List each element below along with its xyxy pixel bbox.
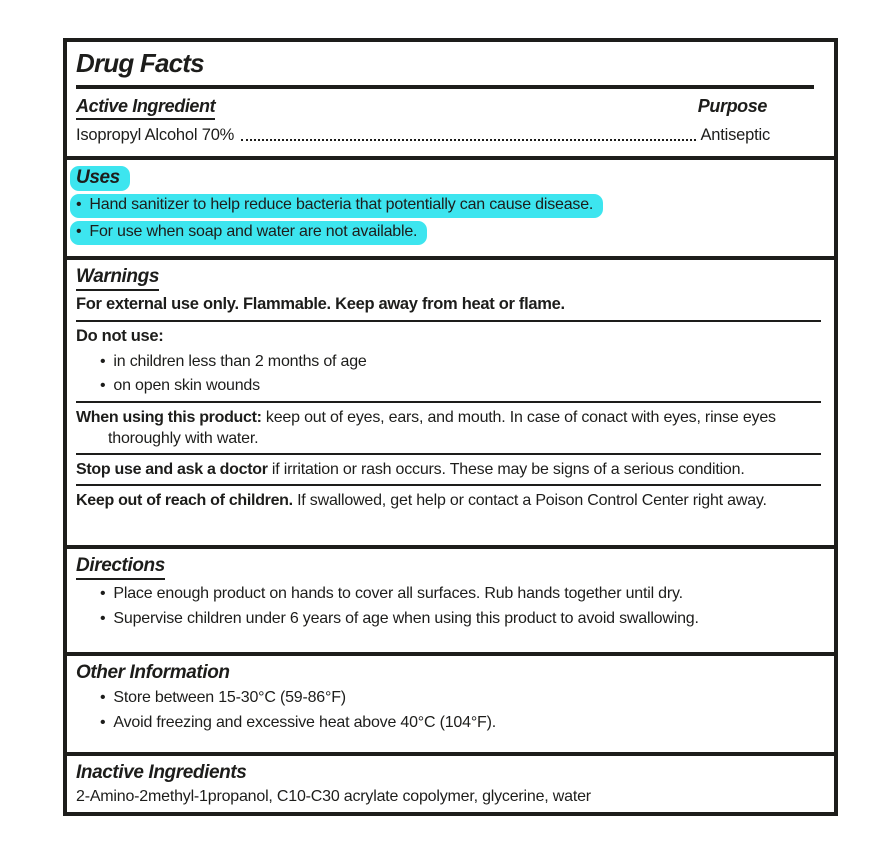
minor-rule — [76, 401, 821, 403]
uses-bullet-text: Hand sanitizer to help reduce bacteria that potentially can cause disease. — [89, 196, 594, 213]
warnings-section — [67, 256, 834, 545]
inactive-ingredients-section — [67, 752, 834, 812]
uses-bullet-row — [76, 221, 822, 245]
keep-out-text: If swallowed, get help or contact a Poison Control Center right away. — [297, 492, 767, 510]
do-not-use-lead: Do not use: — [76, 326, 164, 345]
directions-bullet — [76, 609, 822, 630]
inactive-ingredients-heading: Inactive Ingredients — [76, 762, 247, 783]
purpose-value: Antiseptic — [700, 126, 770, 144]
bullet-icon — [100, 584, 105, 605]
drug-facts-title: Drug Facts — [76, 48, 204, 78]
keep-out-paragraph — [76, 490, 822, 511]
external-use-warning: For external use only. Flammable. Keep away from heat or flame. — [76, 295, 565, 313]
other-information-bullet-text: Avoid freezing and excessive heat above 40°C (104°F). — [113, 713, 496, 731]
active-ingredient-heading: Active Ingredient — [76, 96, 215, 120]
directions-section — [67, 545, 834, 652]
do-not-use-bullet — [76, 352, 822, 373]
stop-use-lead: Stop use and ask a doctor — [76, 461, 268, 479]
directions-heading: Directions — [76, 555, 165, 580]
uses-bullet — [70, 194, 603, 218]
uses-heading-row — [76, 166, 822, 191]
directions-bullet-text: Place enough product on hands to cover all surfaces. Rub hands together until dry. — [113, 585, 683, 602]
do-not-use-bullet — [76, 376, 822, 397]
uses-bullet-row — [76, 194, 822, 218]
dotted-leader — [241, 138, 696, 141]
uses-bullet-text: For use when soap and water are not available. — [89, 222, 418, 240]
when-using-text: keep out of eyes, ears, and mouth. In case of conact with eyes, rinse eyes thoroughly with water. — [108, 409, 776, 448]
when-using-lead: When using this product: — [76, 409, 262, 427]
warnings-heading: Warnings — [76, 266, 159, 291]
bullet-icon — [100, 352, 105, 373]
active-ingredient-name: Isopropyl Alcohol 70% — [76, 126, 235, 144]
other-information-bullet — [76, 713, 822, 734]
keep-out-lead: Keep out of reach of children. — [76, 492, 293, 510]
do-not-use-bullet-text: on open skin wounds — [113, 377, 260, 395]
minor-rule — [76, 453, 821, 455]
bullet-icon — [76, 223, 81, 240]
stop-use-text: if irritation or rash occurs. These may be signs of a serious condition. — [271, 461, 745, 479]
when-using-paragraph — [76, 407, 822, 449]
inactive-ingredients-text: 2-Amino-2methyl-1propanol, C10-C30 acrylate copolymer, glycerine, water — [76, 788, 591, 805]
active-ingredient-header-row — [76, 96, 822, 120]
purpose-heading: Purpose — [697, 96, 767, 116]
bullet-icon — [100, 688, 105, 709]
stop-use-paragraph — [76, 459, 822, 480]
title-section — [67, 42, 834, 156]
bullet-icon — [100, 713, 105, 734]
uses-heading: Uses — [70, 166, 130, 191]
minor-rule — [76, 320, 821, 322]
minor-rule — [76, 484, 821, 486]
warnings-heading-row — [76, 266, 822, 291]
active-ingredient-value-row — [76, 126, 822, 145]
do-not-use-bullet-text: in children less than 2 months of age — [113, 352, 367, 370]
other-information-heading: Other Information — [76, 662, 230, 683]
directions-heading-row — [76, 555, 822, 580]
other-information-section — [67, 652, 834, 752]
uses-section — [67, 156, 834, 256]
directions-bullet-text: Supervise children under 6 years of age when using this product to avoid swallowing. — [113, 609, 699, 627]
drug-facts-panel — [63, 38, 838, 816]
other-information-bullet-text: Store between 15-30°C (59-86°F) — [113, 689, 346, 706]
directions-bullet — [76, 584, 822, 605]
bullet-icon — [100, 609, 105, 630]
title-rule — [76, 85, 814, 89]
uses-bullet — [70, 221, 427, 245]
bullet-icon — [100, 376, 105, 397]
other-information-bullet — [76, 688, 822, 709]
bullet-icon — [76, 196, 81, 213]
